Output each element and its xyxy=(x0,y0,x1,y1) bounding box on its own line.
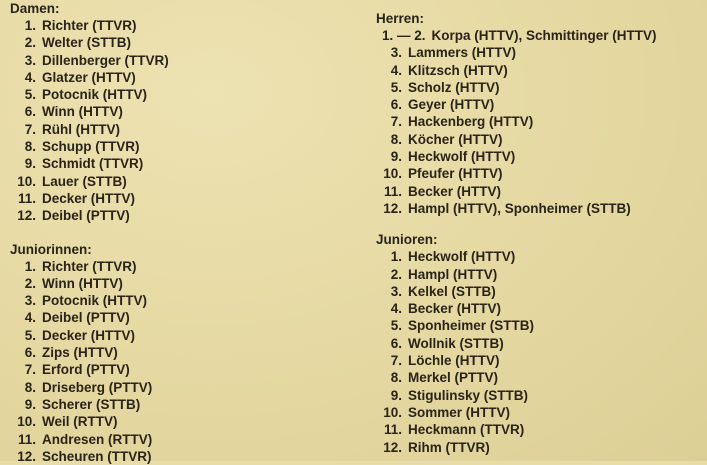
ranking-row xyxy=(372,183,702,200)
damen-list xyxy=(6,17,336,225)
player-name: Andresen (RTTV) xyxy=(42,431,153,447)
junioren-section xyxy=(372,231,702,456)
rank-number: 6. xyxy=(390,97,402,113)
left-column xyxy=(6,0,336,465)
ranking-row xyxy=(372,113,702,130)
rank-number: 9. xyxy=(24,396,36,412)
player-name: Becker (HTTV) xyxy=(408,183,502,199)
rank-number: 10. xyxy=(383,166,402,182)
ranking-row xyxy=(6,327,336,344)
ranking-row xyxy=(372,44,702,61)
player-name: Sommer (HTTV) xyxy=(408,404,511,420)
player-name: Korpa (HTTV), Schmittinger (HTTV) xyxy=(431,28,657,43)
player-name: Schmidt (TTVR) xyxy=(42,156,144,172)
player-name: Löchle (HTTV) xyxy=(408,353,500,369)
rank-number: 8. xyxy=(24,379,36,395)
rank-number: 11. xyxy=(17,190,36,206)
player-name: Driseberg (PTTV) xyxy=(42,379,153,395)
player-name: Hampl (HTTV) xyxy=(408,266,498,282)
player-name: Schupp (TTVR) xyxy=(42,139,140,155)
ranking-row xyxy=(372,62,702,79)
player-name: Scholz (HTTV) xyxy=(408,79,500,95)
player-name: Wollnik (STTB) xyxy=(408,335,504,351)
ranking-row xyxy=(372,283,702,300)
rank-number: 12. xyxy=(383,439,402,455)
player-name: Lauer (STTB) xyxy=(42,173,127,189)
player-name: Köcher (HTTV) xyxy=(408,131,503,147)
ranking-row xyxy=(372,131,702,148)
rank-number: 7. xyxy=(390,114,402,130)
ranking-row xyxy=(6,138,336,155)
rank-number: 9. xyxy=(390,387,402,403)
rank-number: 5. xyxy=(390,318,402,334)
player-name: Erford (PTTV) xyxy=(42,362,130,378)
herren-list xyxy=(372,27,702,217)
ranking-row xyxy=(6,309,336,326)
rank-number: 3. xyxy=(24,52,36,68)
player-name: Hackenberg (HTTV) xyxy=(408,114,534,130)
player-name: Scheuren (TTVR) xyxy=(42,448,152,464)
rank-number: 5. xyxy=(24,87,36,103)
rank-number: 4. xyxy=(24,310,36,326)
rank-number: 11. xyxy=(383,422,402,438)
junioren-list xyxy=(372,248,702,456)
rank-number: 12. xyxy=(17,208,36,224)
ranking-row xyxy=(6,413,336,430)
ranking-row xyxy=(6,292,336,309)
ranking-row xyxy=(6,52,336,69)
rank-number: 7. xyxy=(24,362,36,378)
player-name: Deibel (PTTV) xyxy=(42,208,130,224)
rank-number: 6. xyxy=(390,335,402,351)
rank-number: 8. xyxy=(390,370,402,386)
rank-number: 3. xyxy=(24,293,36,309)
rank-number: 9. xyxy=(390,149,402,165)
player-name: Winn (HTTV) xyxy=(42,104,123,120)
player-name: Zips (HTTV) xyxy=(42,345,118,361)
player-name: Lammers (HTTV) xyxy=(408,45,517,61)
rank-number: 1. xyxy=(24,258,36,274)
rank-number: 10. xyxy=(17,173,36,189)
rank-number: 7. xyxy=(390,353,402,369)
player-name: Geyer (HTTV) xyxy=(408,97,495,113)
ranking-row xyxy=(372,79,702,96)
player-name: Klitzsch (HTTV) xyxy=(408,62,508,78)
ranking-row xyxy=(6,431,336,448)
rank-number: 2. xyxy=(390,266,402,282)
player-name: Winn (HTTV) xyxy=(42,275,123,291)
rank-number: 1. xyxy=(390,249,402,265)
ranking-row xyxy=(6,69,336,86)
player-name: Potocnik (HTTV) xyxy=(42,293,147,309)
rank-number: 10. xyxy=(383,404,402,420)
player-name: Heckmann (TTVR) xyxy=(408,422,525,438)
ranking-row xyxy=(6,207,336,224)
ranking-row xyxy=(6,103,336,120)
herren-heading: Herren: xyxy=(376,11,425,26)
ranking-row xyxy=(372,317,702,334)
rank-number: 10. xyxy=(17,414,36,430)
rank-number: 5. xyxy=(24,327,36,343)
right-column xyxy=(372,10,702,456)
ranking-row xyxy=(372,369,702,386)
player-name: Rühl (HTTV) xyxy=(42,121,120,137)
rank-number: 3. xyxy=(390,283,402,299)
ranking-row xyxy=(372,148,702,165)
rank-number: 11. xyxy=(383,183,402,199)
ranking-row xyxy=(6,121,336,138)
player-name: Richter (TTVR) xyxy=(42,258,137,274)
player-name: Becker (HTTV) xyxy=(408,301,502,317)
ranking-row xyxy=(372,165,702,182)
ranking-row xyxy=(6,361,336,378)
ranking-row xyxy=(372,439,702,456)
rank-number: 6. xyxy=(24,104,36,120)
player-name: Richter (TTVR) xyxy=(42,18,137,33)
rank-number: 2. xyxy=(24,275,36,291)
rank-number: 4. xyxy=(390,301,402,317)
player-name: Hampl (HTTV), Sponheimer (STTB) xyxy=(408,200,631,216)
ranking-row xyxy=(372,387,702,404)
player-name: Decker (HTTV) xyxy=(42,327,136,343)
junioren-heading: Junioren: xyxy=(376,232,438,248)
rank-number: 7. xyxy=(24,121,36,137)
player-name: Sponheimer (STTB) xyxy=(408,318,535,334)
player-name: Kelkel (STTB) xyxy=(408,283,496,299)
rank-number: 3. xyxy=(390,45,402,61)
player-name: Pfeufer (HTTV) xyxy=(408,166,503,182)
rank-number: 4. xyxy=(390,62,402,78)
ranking-row xyxy=(372,421,702,438)
rank-number: 4. xyxy=(24,69,36,85)
ranking-row xyxy=(6,344,336,361)
rank-number: 2. xyxy=(24,35,36,51)
ranking-row xyxy=(6,155,336,172)
rank-number: 5. xyxy=(390,79,402,95)
damen-heading: Damen: xyxy=(10,1,60,16)
damen-section xyxy=(6,0,336,225)
player-name: Stigulinsky (STTB) xyxy=(408,387,529,403)
player-name: Rihm (TTVR) xyxy=(408,439,490,455)
herren-section xyxy=(372,10,702,217)
ranking-row xyxy=(372,300,702,317)
player-name: Decker (HTTV) xyxy=(42,190,136,206)
juniorinnen-list xyxy=(6,258,336,465)
player-name: Potocnik (HTTV) xyxy=(42,87,147,103)
player-name: Heckwolf (HTTV) xyxy=(408,249,516,265)
ranking-row xyxy=(372,27,702,44)
player-name: Dillenberger (TTVR) xyxy=(42,52,169,68)
ranking-row xyxy=(372,266,702,283)
ranking-row xyxy=(6,396,336,413)
player-name: Deibel (PTTV) xyxy=(42,310,130,326)
juniorinnen-heading: Juniorinnen: xyxy=(10,241,92,257)
ranking-row xyxy=(372,96,702,113)
rank-number: 9. xyxy=(24,156,36,172)
ranking-row xyxy=(372,248,702,265)
rank-number: 8. xyxy=(24,139,36,155)
ranking-row xyxy=(6,379,336,396)
juniorinnen-section xyxy=(6,241,336,465)
rank-number: 1. xyxy=(24,18,36,33)
player-name: Merkel (PTTV) xyxy=(408,370,499,386)
player-name: Scherer (STTB) xyxy=(42,396,141,412)
ranking-row xyxy=(6,275,336,292)
rank-number: 12. xyxy=(17,448,36,464)
player-name: Weil (RTTV) xyxy=(42,414,118,430)
ranking-row xyxy=(6,448,336,465)
player-name: Heckwolf (HTTV) xyxy=(408,149,516,165)
rank-number: 1. — 2. xyxy=(382,28,426,43)
rank-number: 6. xyxy=(24,345,36,361)
ranking-row xyxy=(372,335,702,352)
ranking-row xyxy=(6,258,336,275)
rank-number: 8. xyxy=(390,131,402,147)
player-name: Glatzer (HTTV) xyxy=(42,69,136,85)
ranking-row xyxy=(372,404,702,421)
rank-number: 11. xyxy=(17,431,36,447)
ranking-row xyxy=(6,173,336,190)
rank-number: 12. xyxy=(383,200,402,216)
ranking-row xyxy=(6,17,336,34)
ranking-row xyxy=(6,190,336,207)
ranking-row xyxy=(372,200,702,217)
player-name: Welter (STTB) xyxy=(42,35,132,51)
ranking-row xyxy=(372,352,702,369)
ranking-row xyxy=(6,34,336,51)
ranking-row xyxy=(6,86,336,103)
